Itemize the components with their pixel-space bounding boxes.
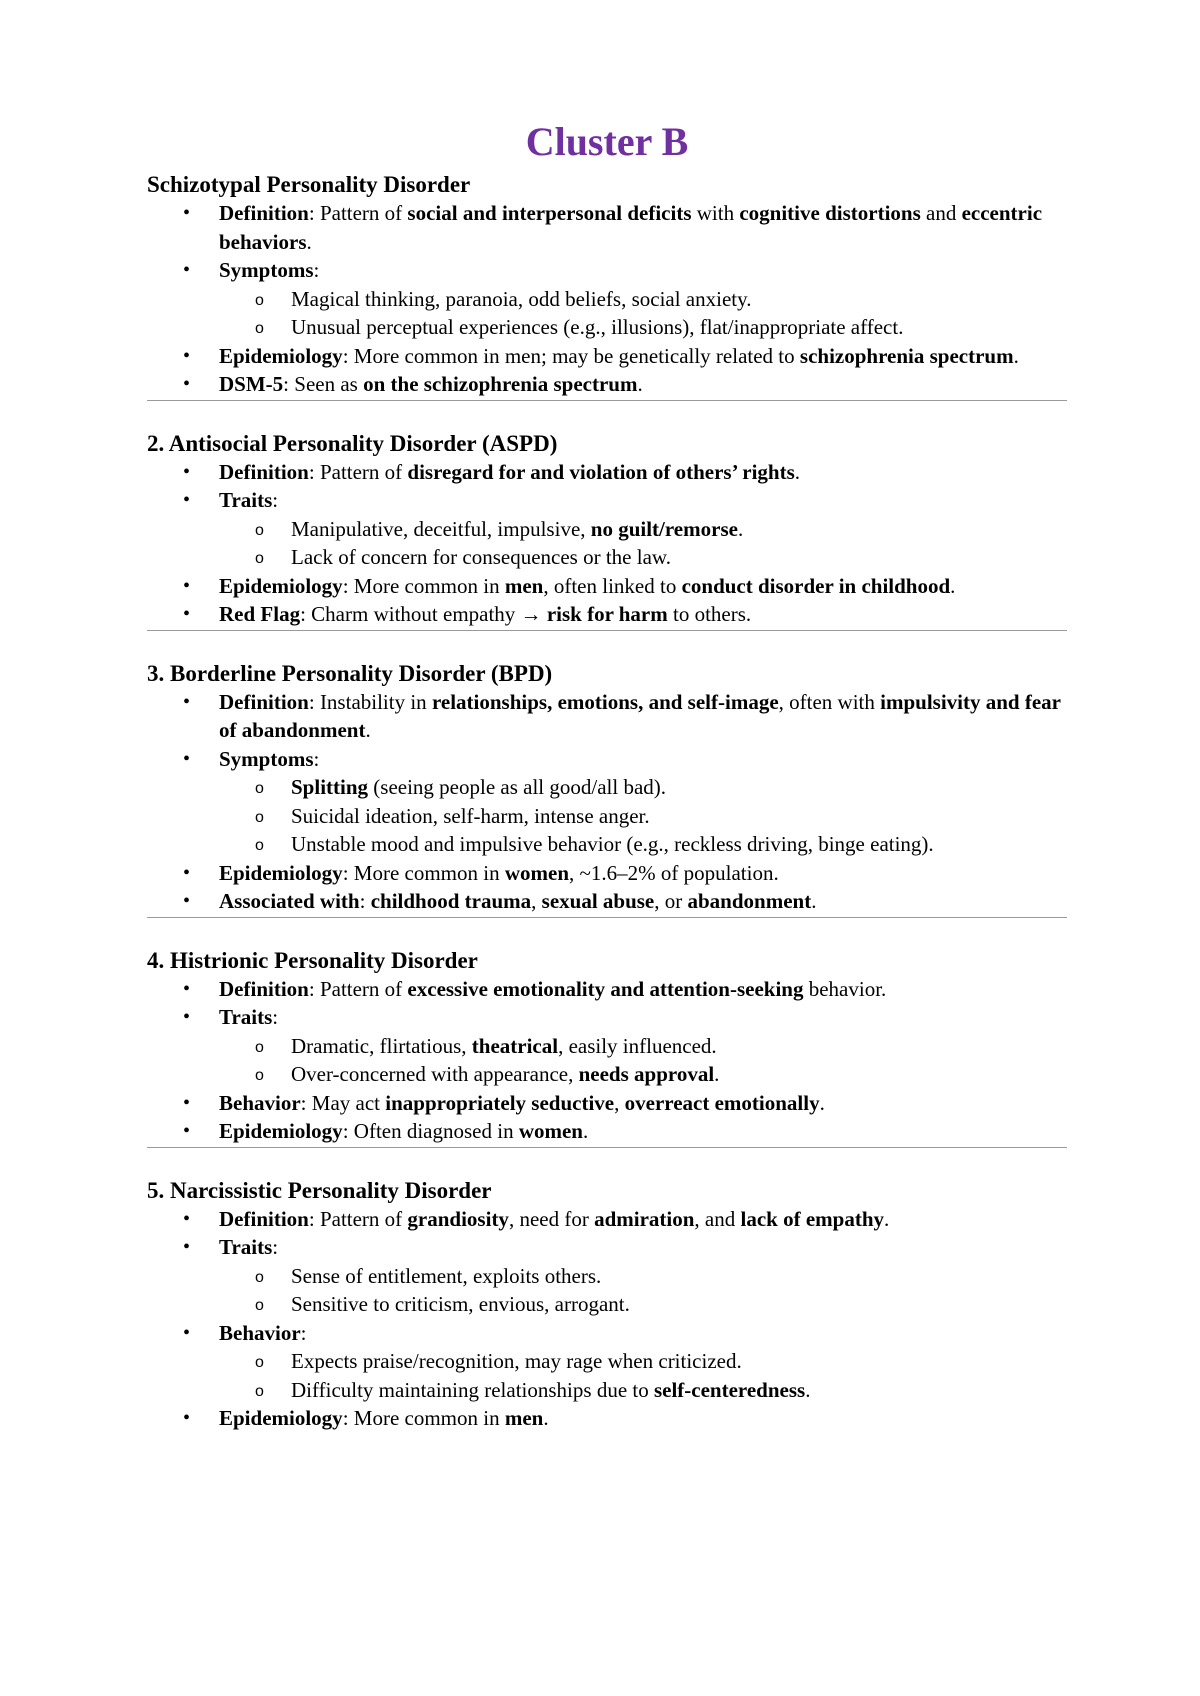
text-segment: Pattern of <box>319 201 408 225</box>
bullet-list <box>147 975 1067 1146</box>
bold-text: theatrical <box>471 1033 559 1058</box>
sub-list <box>219 285 1067 342</box>
text-segment: Magical thinking, paranoia, odd beliefs, social anxiety. <box>291 286 752 311</box>
sub-item <box>219 1347 1067 1376</box>
label-separator: : <box>283 372 295 396</box>
bullet-item <box>147 859 1067 888</box>
item-label: Epidemiology <box>219 860 343 885</box>
sub-item <box>219 830 1067 859</box>
text-segment: , or <box>654 889 688 913</box>
text-segment: Unstable mood and impulsive behavior (e.g., reckless driving, binge eating). <box>291 832 934 856</box>
text-segment: with <box>691 201 740 225</box>
text-segment: Pattern of <box>319 1206 408 1231</box>
bullet-item <box>147 1089 1067 1118</box>
bullet-item <box>147 342 1067 371</box>
bold-text: self-centeredness <box>653 1377 806 1402</box>
bold-text: women <box>518 1119 583 1143</box>
sub-list <box>219 1032 1067 1089</box>
sub-list <box>219 1262 1067 1319</box>
sub-item <box>219 515 1067 544</box>
item-label: Traits <box>219 488 273 512</box>
text-segment: to others. <box>667 602 752 626</box>
bullet-item <box>147 1205 1067 1234</box>
bullet-item <box>147 1117 1067 1146</box>
text-segment: More common in <box>353 573 505 598</box>
label-separator: : <box>342 573 354 598</box>
bold-text: no guilt/remorse <box>590 516 738 541</box>
text-segment: Instability in <box>319 689 432 714</box>
bullet-item <box>147 1233 1067 1319</box>
sub-item <box>219 1376 1067 1405</box>
text-segment: Often diagnosed in <box>353 1119 519 1143</box>
text-segment: , <box>614 1090 625 1115</box>
bold-text: social and interpersonal deficits <box>407 201 692 225</box>
section <box>147 1176 1067 1433</box>
sub-item <box>219 1262 1067 1291</box>
bullet-item <box>147 199 1067 256</box>
text-segment: More common in men; may be genetically related to <box>353 343 800 368</box>
bullet-item <box>147 458 1067 487</box>
text-segment: May act <box>311 1090 386 1115</box>
item-label: Red Flag <box>219 602 301 626</box>
item-label: Associated with <box>219 889 360 913</box>
sub-list <box>219 773 1067 859</box>
sub-item <box>219 802 1067 831</box>
label-separator: : <box>272 1005 279 1029</box>
bold-text: women <box>504 860 570 885</box>
label-separator: : <box>308 201 320 225</box>
item-label: Epidemiology <box>219 573 343 598</box>
label-separator: : <box>300 1320 307 1345</box>
item-label: Epidemiology <box>219 343 343 368</box>
item-label: Definition <box>219 459 309 484</box>
text-segment: , often linked to <box>543 573 682 598</box>
section <box>147 946 1067 1148</box>
label-separator: : <box>342 860 354 885</box>
bold-text: childhood trauma <box>370 889 532 913</box>
item-label: Definition <box>219 976 309 1001</box>
bullet-list <box>147 1205 1067 1433</box>
document-title: Cluster B <box>525 119 689 164</box>
text-segment: . <box>365 718 371 742</box>
text-segment: . <box>737 516 744 541</box>
text-segment: , <box>531 889 542 913</box>
text-segment: . <box>794 459 801 484</box>
bold-text: disregard for and violation of others’ rights <box>407 459 795 484</box>
text-segment: More common in <box>353 860 505 885</box>
document-page <box>147 118 1067 1433</box>
label-separator: : <box>272 488 279 512</box>
bullet-item <box>147 256 1067 342</box>
item-label: Definition <box>219 689 309 714</box>
text-segment: . <box>819 1090 825 1115</box>
bold-text: needs approval <box>578 1062 715 1086</box>
section-heading: 3. Borderline Personality Disorder (BPD) <box>147 660 553 686</box>
bold-text: men <box>504 573 544 598</box>
text-segment: Suicidal ideation, self-harm, intense anger. <box>291 803 650 828</box>
bullet-item <box>147 887 1067 916</box>
bullet-item <box>147 572 1067 601</box>
text-segment: Pattern of <box>319 976 408 1001</box>
item-label: Epidemiology <box>219 1406 343 1430</box>
sections-container <box>147 170 1067 1433</box>
bullet-item <box>147 688 1067 745</box>
text-segment: Pattern of <box>319 459 408 484</box>
item-label: Symptoms <box>219 746 314 771</box>
label-separator: : <box>342 343 354 368</box>
bullet-item <box>147 370 1067 399</box>
bold-text: schizophrenia spectrum <box>799 343 1014 368</box>
bullet-item <box>147 600 1067 629</box>
bold-text: sexual abuse <box>541 889 655 913</box>
text-segment: , often with <box>778 689 881 714</box>
bold-text: overreact emotionally <box>624 1090 820 1115</box>
label-separator: : <box>300 1090 312 1115</box>
item-label: Traits <box>219 1235 273 1259</box>
bullet-item <box>147 975 1067 1004</box>
section <box>147 170 1067 401</box>
label-separator: : <box>359 889 371 913</box>
text-segment: and <box>920 201 962 225</box>
section <box>147 429 1067 631</box>
bold-text: impulsivity and fear of abandonment <box>219 689 1061 742</box>
bold-text: Splitting <box>291 775 369 799</box>
item-label: Epidemiology <box>219 1119 343 1143</box>
bullet-list <box>147 199 1067 399</box>
label-separator: : <box>308 459 320 484</box>
sub-list <box>219 515 1067 572</box>
text-segment: . <box>811 889 817 913</box>
text-segment: . <box>543 1406 549 1430</box>
label-separator: : <box>308 1206 320 1231</box>
text-segment: . <box>950 573 956 598</box>
text-segment: . <box>583 1119 589 1143</box>
text-segment: . <box>306 229 312 254</box>
text-segment: Over-concerned with appearance, <box>291 1062 579 1086</box>
sub-item <box>219 285 1067 314</box>
text-segment: Sensitive to criticism, envious, arrogant. <box>291 1292 630 1316</box>
section <box>147 659 1067 918</box>
text-segment: Manipulative, deceitful, impulsive, <box>291 516 591 541</box>
text-segment: . <box>1013 343 1019 368</box>
text-segment: More common in <box>353 1406 505 1430</box>
bold-text: cognitive distortions <box>739 201 921 225</box>
text-segment: . <box>637 372 643 396</box>
text-segment: . <box>884 1206 890 1231</box>
text-segment: Unusual perceptual experiences (e.g., illusions), flat/inappropriate affect. <box>291 315 904 339</box>
bold-text: lack of empathy <box>740 1206 884 1231</box>
text-segment: Dramatic, flirtatious, <box>291 1033 472 1058</box>
bullet-item <box>147 1319 1067 1405</box>
section-heading: Schizotypal Personality Disorder <box>147 172 471 197</box>
text-segment: . <box>714 1062 720 1086</box>
section-heading: 2. Antisocial Personality Disorder (ASPD) <box>147 430 558 456</box>
label-separator: : <box>313 258 320 282</box>
text-segment: Seen as <box>294 372 364 396</box>
text-segment: Expects praise/recognition, may rage when criticized. <box>291 1349 742 1373</box>
text-segment: Sense of entitlement, exploits others. <box>291 1263 602 1288</box>
bullet-list <box>147 458 1067 629</box>
text-segment: Lack of concern for consequences or the law. <box>291 545 671 569</box>
item-label: Behavior <box>219 1090 301 1115</box>
bold-text: inappropriately seductive <box>385 1090 615 1115</box>
item-label: Symptoms <box>219 258 314 282</box>
bold-text: on the schizophrenia spectrum <box>363 372 638 396</box>
label-separator: : <box>308 689 320 714</box>
bold-text: admiration <box>594 1206 695 1231</box>
label-separator: : <box>313 746 320 771</box>
text-segment: Charm without empathy → <box>311 602 547 626</box>
sub-list <box>219 1347 1067 1404</box>
bold-text: excessive emotionality and attention-seeking <box>407 976 804 1001</box>
bold-text: relationships, emotions, and self-image <box>431 689 779 714</box>
text-segment: . <box>805 1377 811 1402</box>
bullet-item <box>147 1003 1067 1089</box>
sub-item <box>219 773 1067 802</box>
section-heading: 4. Histrionic Personality Disorder <box>147 947 478 973</box>
text-segment: , easily influenced. <box>558 1033 717 1058</box>
item-label: Traits <box>219 1005 273 1029</box>
section-heading: 5. Narcissistic Personality Disorder <box>147 1177 492 1203</box>
label-separator: : <box>342 1119 354 1143</box>
text-segment: Difficulty maintaining relationships due to <box>291 1377 654 1402</box>
item-label: Behavior <box>219 1320 301 1345</box>
sub-item <box>219 313 1067 342</box>
sub-item <box>219 1032 1067 1061</box>
item-label: Definition <box>219 1206 309 1231</box>
label-separator: : <box>272 1235 279 1259</box>
sub-item <box>219 1290 1067 1319</box>
bold-text: risk for harm <box>546 602 668 626</box>
bullet-item <box>147 745 1067 859</box>
sub-item <box>219 543 1067 572</box>
bullet-list <box>147 688 1067 916</box>
label-separator: : <box>300 602 312 626</box>
label-separator: : <box>308 976 320 1001</box>
text-segment: (seeing people as all good/all bad). <box>368 775 667 799</box>
bold-text: men <box>504 1406 544 1430</box>
text-segment: , need for <box>508 1206 595 1231</box>
item-label: DSM-5 <box>219 372 284 396</box>
text-segment: , and <box>694 1206 741 1231</box>
label-separator: : <box>342 1406 354 1430</box>
bold-text: eccentric behaviors <box>219 201 1043 254</box>
bold-text: conduct disorder in childhood <box>681 573 951 598</box>
bullet-item <box>147 486 1067 572</box>
sub-item <box>219 1060 1067 1089</box>
text-segment: behavior. <box>803 976 887 1001</box>
bullet-item <box>147 1404 1067 1433</box>
bold-text: grandiosity <box>407 1206 509 1231</box>
bold-text: abandonment <box>687 889 812 913</box>
text-segment: , ~1.6–2% of population. <box>569 860 779 885</box>
item-label: Definition <box>219 201 309 225</box>
